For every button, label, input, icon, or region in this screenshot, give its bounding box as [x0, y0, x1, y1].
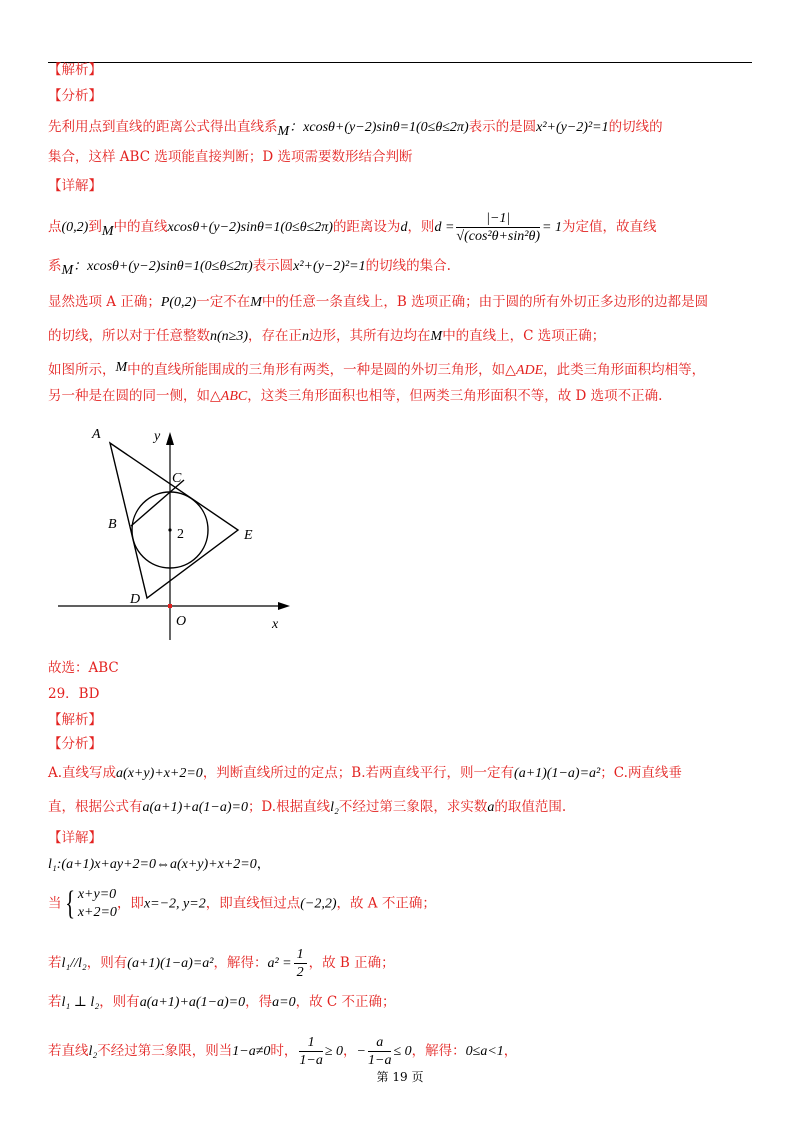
answer-28: 故选：ABC — [48, 660, 119, 676]
section-label-detail-2: 【详解】 — [48, 830, 102, 846]
question-29-header: 29．BD — [48, 686, 100, 702]
detail-line-2: 系M：xcosθ+(y−2)sinθ=1(0≤θ≤2π)表示圆x²+(y−2)²=1的切线的集合. — [48, 258, 451, 278]
detail-line-4: 的切线，所以对于任意整数n(n≥3)，存在正n边形，其所有边均在M中的直线上，C 选项正确； — [48, 328, 606, 344]
formula-line-family: xcosθ+(y−2)sinθ=1(0≤θ≤2π) — [303, 120, 469, 135]
label-O: O — [176, 614, 187, 629]
center-point — [168, 528, 171, 531]
section-label-fenxi-2: 【分析】 — [48, 736, 102, 752]
detail2-line-2: 当{ x+y=0 x+2=0 ，即x=−2, y=2，即直线恒过点(−2,2)，故 A 不正确； — [48, 885, 436, 922]
origin-marker — [168, 604, 172, 608]
label-B: B — [108, 517, 117, 532]
half-fraction: $\frac{1}{2}$ — [294, 946, 307, 981]
page-footer: 第 19 页 — [376, 1070, 424, 1084]
detail-line-1: 点(0,2)到M中的直线xcosθ+(y−2)sinθ=1(0≤θ≤2π)的距离设为d，则d = $\frac{|-1|}{\text{√(cos²θ+sin²θ)}}$ = 1为定值，故直线 — [48, 211, 657, 244]
label-A: A — [92, 427, 101, 442]
label-2: 2 — [177, 527, 184, 542]
section-label-fenxi: 【分析】 — [48, 88, 102, 104]
equation-system: x+y=0 x+2=0 — [77, 887, 117, 920]
analysis-line-2: 集合，这样 ABC 选项能直接判断；D 选项需要数形结合判断 — [48, 149, 413, 165]
fraction-a-over: $\frac{a}{1-a}$ — [368, 1035, 392, 1068]
analysis2-line-2: 直，根据公式有a(a+1)+a(1−a)=0；D.根据直线l₂不经过第三象限，求实数a的取值范围. — [48, 799, 567, 815]
detail2-line-3: 若l₁//l₂，则有(a+1)(1−a)=a²，解得：a² = $\frac{1}{2}$ ，故 B 正确； — [48, 947, 395, 980]
tangent-line-bc — [131, 480, 184, 526]
label-E: E — [244, 528, 253, 543]
label-D: D — [130, 592, 141, 607]
distance-fraction: $\frac{|-1|}{\text{√(cos²θ+sin²θ)}}$ — [456, 211, 540, 244]
detail-line-6: 另一种是在圆的同一侧，如△ABC，这类三角形面积也相等，但两类三角形面积不等，故 D 选项不正确. — [48, 388, 663, 404]
detail-line-3: 显然选项 A 正确；P(0,2)一定不在M中的任意一条直线上，B 选项正确；由于圆的所有外切正多边形的边都是圆 — [48, 294, 709, 310]
header-rule — [48, 62, 752, 63]
detail2-line-5: 若直线l₂不经过第三象限，则当1−a≠0时， $\frac{1}{1-a}$ ≥ 0，− $\frac{a}{1-a}$ ≤ 0，解得：0≤a<1， — [48, 1035, 518, 1068]
triangle-ade — [110, 443, 238, 598]
detail2-line-4: 若l₁ ⊥ l₂，则有a(a+1)+a(1−a)=0，得a=0，故 C 不正确； — [48, 994, 396, 1010]
fraction-one-over: $\frac{1}{1-a}$ — [299, 1035, 323, 1068]
section-label-detail: 【详解】 — [48, 178, 102, 194]
analysis-line-1: 先利用点到直线的距离公式得出直线系M：xcosθ+(y−2)sinθ=1(0≤θ≤2π)表示的是圆x²+(y−2)²=1的切线的 — [48, 119, 663, 139]
x-axis-arrow — [278, 602, 290, 610]
section-label-analysis-2: 【解析】 — [48, 712, 102, 728]
formula-circle: x²+(y−2)²=1 — [536, 120, 609, 135]
label-C: C — [172, 471, 182, 486]
label-y: y — [154, 429, 161, 444]
detail2-line-1: l₁:(a+1)x+ay+2=0⇔a(x+y)+x+2=0， — [48, 856, 271, 872]
geometry-figure — [48, 420, 308, 645]
y-axis-arrow — [166, 432, 174, 445]
section-label-analysis: 【解析】 — [48, 62, 102, 78]
analysis2-line-1: A.直线写成a(x+y)+x+2=0，判断直线所过的定点；B.若两直线平行，则一定有(a+1)(1−a)=a²；C.两直线垂 — [48, 765, 682, 781]
label-x: x — [272, 617, 279, 632]
detail-line-5: 如图所示，M中的直线所能围成的三角形有两类，一种是圆的外切三角形，如△ADE，此类三角形面积均相等， — [48, 360, 706, 378]
